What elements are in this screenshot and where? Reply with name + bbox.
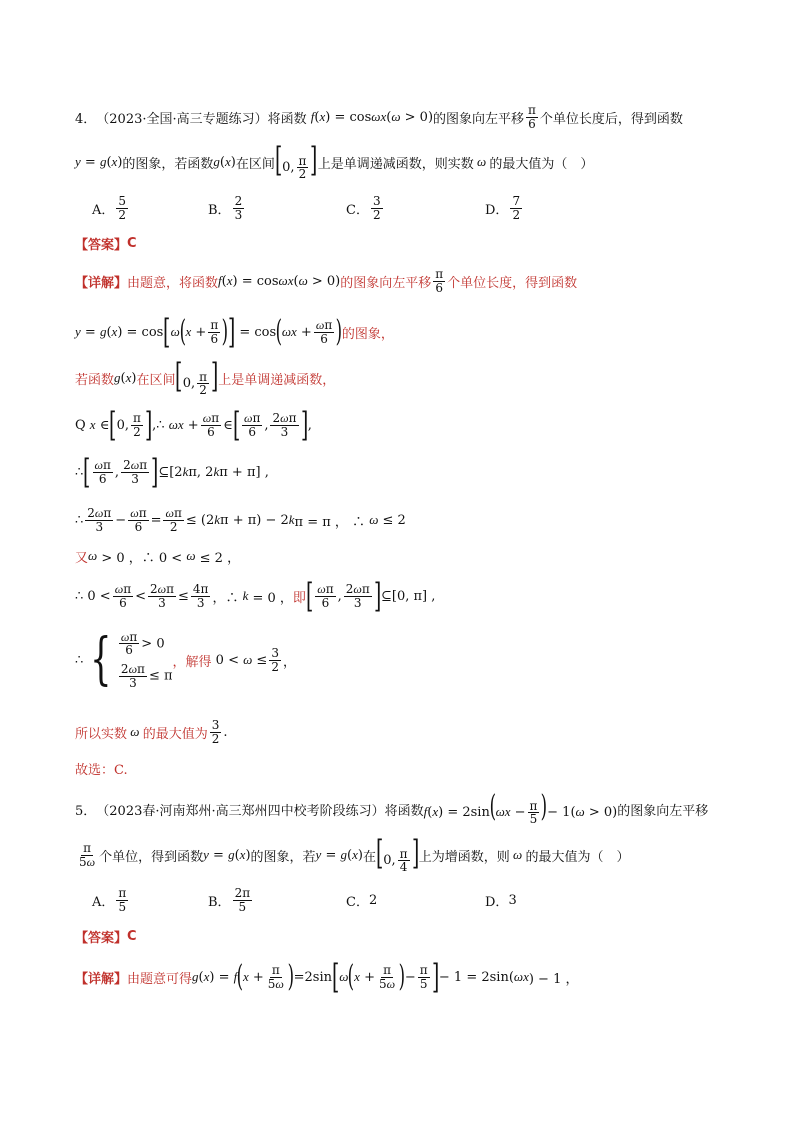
- q5-stem-text: 上为增函数，则: [418, 849, 510, 865]
- detail-text: 又: [75, 550, 89, 566]
- q5-stem-text: 将函数: [384, 803, 424, 819]
- detail-text: 的图象，: [341, 326, 394, 342]
- q4-g-inline: g(x): [213, 154, 236, 170]
- option-value: [510, 195, 522, 221]
- option-num: 2: [234, 193, 243, 208]
- q4-detail-line-1: [75, 264, 734, 298]
- q4-option-c[interactable]: [346, 190, 385, 226]
- q4-detail-line-9: ∴ { $\frac{\omega\pi}{6}$ > 0 $\frac{2\omega\pi}{3}$ ≤ π ，解得 0 < ω ≤ 3 2 ，: [75, 627, 296, 692]
- answer-value: C: [127, 235, 137, 251]
- q4-detail-line-7: 又 ω > 0 ，∴ 0 < ω ≤ 2 ，: [75, 548, 241, 566]
- q5-stem-text: 的图象，若: [250, 849, 316, 865]
- option-value: [116, 195, 128, 221]
- q4-stem-text: 个单位长度后，得到函数: [539, 111, 683, 127]
- option-label: D．: [485, 202, 509, 218]
- q4-detail-line-8: ∴ 0 < ωπ 6 < 2ωπ 3 ≤ 4π 3 ，∴ k = 0 ， 即 [ ωπ 6 , 2ωπ 3 ] ⊆[0, π] ,: [75, 576, 436, 616]
- q4-detail-line-6: ∴ 2ωπ 3 − ωπ 6 = ωπ 2 ≤ (2 k π + π) − 2 k π = π ， ∴ ω ≤ 2: [75, 505, 406, 534]
- detail-math: f(x) = cosωx(ω > 0): [218, 273, 341, 289]
- option-den: 2: [512, 207, 521, 222]
- q4-option-a[interactable]: [92, 190, 130, 226]
- q5-answer: [75, 926, 734, 946]
- detail-text: 若函数: [75, 372, 115, 388]
- detail-tag: 【详解】: [75, 971, 128, 987]
- detail-text: 由题意可得: [127, 971, 193, 987]
- detail-text: 由题意，将函数: [127, 275, 219, 291]
- q4-detail-line-3: 若函数 g(x) 在区间 [0, $\frac{\pi}{2}$ ] 上是单调递减函数，: [75, 356, 336, 398]
- option-num: 3: [372, 193, 381, 208]
- q5-option-b[interactable]: [208, 882, 254, 918]
- q4-detail-line-4: Q x ∈ [ 0, π 2 ] ,∴ ωx + ωπ 6 ∈ [ ωπ 6 , 2ωπ 3 ] ,: [75, 405, 312, 445]
- option-den: 2: [118, 207, 127, 222]
- q4-detail-line-2: y = g ( x ) = cos [ ω ( x + π 6 ) ] = cos ( ωx + ωπ 6 ) 的图象，: [75, 312, 394, 352]
- q4-number: 4．: [75, 111, 97, 127]
- q4-conclusion: [75, 758, 734, 778]
- option-value: 2π 5: [234, 885, 251, 914]
- q4-option-b[interactable]: [208, 190, 246, 226]
- conclusion-text: 故选：C.: [75, 762, 128, 778]
- option-value: 3: [508, 892, 517, 908]
- answer-tag: 【答案】: [75, 237, 128, 253]
- q5-detail-line-1: 【详解】 由题意可得 g ( x ) = f ( x + π 5ω ) =2sin [ ω ( x + π 5ω ) − π 5 ] − 1 = 2sin( ωx ) − 1 ，: [75, 957, 579, 997]
- q5-stem-text: 个单位，得到函数: [99, 849, 204, 865]
- q4-source: （2023·全国·高三专题练习）: [96, 111, 268, 127]
- option-label: C．: [346, 894, 369, 910]
- option-num: 7: [512, 193, 521, 208]
- detail-tag: 【详解】: [75, 275, 128, 291]
- q4-g-expr: y = g(x): [75, 154, 123, 170]
- q4-interval: [0, $\frac{\pi}{2}$ ]: [274, 140, 318, 182]
- q5-function-expr: f(x) = 2sin(ωx − $\frac{\pi}{5}$ )− 1(ω > 0): [423, 789, 618, 827]
- q4-stem-line-1: [75, 100, 734, 134]
- option-value: [233, 195, 245, 221]
- q5-option-c[interactable]: [346, 882, 377, 918]
- q4-stem-text: 的图象向左平移: [433, 111, 525, 127]
- detail-text: 所以实数: [75, 726, 128, 742]
- option-value: 2: [368, 892, 378, 908]
- option-den: 3: [234, 207, 243, 222]
- q5-shift-fraction: π 5ω: [79, 840, 96, 869]
- q4-stem-text: 的图象，若函数: [122, 156, 214, 172]
- detail-text: 在区间: [136, 372, 176, 388]
- option-value: π 5: [118, 885, 127, 914]
- q4-stem-line-2: y = g(x) 的图象，若函数 g(x) 在区间 [0, $\frac{\pi}{2}$ ] 上是单调递减函数，则实数 ω 的最大值为（ ）: [75, 140, 594, 182]
- detail-text: 上是单调递减函数，: [218, 372, 336, 388]
- q4-answer: [75, 233, 734, 253]
- q5-option-d[interactable]: [485, 882, 517, 918]
- option-label: B．: [208, 894, 231, 910]
- option-label: B．: [208, 202, 231, 218]
- detail-text: 的最大值为: [142, 726, 208, 742]
- q5-number: 5．: [75, 803, 97, 819]
- option-den: 2: [372, 207, 381, 222]
- q5-stem-line-1: [75, 790, 734, 828]
- q4-shift-fraction: π 6: [528, 102, 536, 131]
- q4-detail-line-5: ∴ [ ωπ 6 , 2ωπ 3 ] ⊆[2 k π, 2 k π + π] ,: [75, 452, 269, 492]
- option-num: 5: [118, 193, 127, 208]
- detail-text: ，解得: [172, 654, 212, 670]
- q5-stem-text: 的最大值为（ ）: [525, 849, 630, 865]
- q4-stem-text: 在区间: [235, 156, 275, 172]
- q4-stem-text: 将函数: [267, 111, 307, 127]
- option-value: [371, 195, 383, 221]
- option-label: D．: [485, 894, 509, 910]
- q5-stem-text: 的图象向左平移: [617, 803, 709, 819]
- detail-fraction: π 6: [435, 266, 444, 295]
- q5-stem-line-2: π 5ω 个单位，得到函数 y = g(x) 的图象，若 y = g(x) 在 [0, $\frac{\pi}{4}$ ] 上为增函数，则 ω 的最大值为（ ）: [79, 833, 630, 875]
- detail-text: 个单位长度，得到函数: [447, 275, 578, 291]
- q4-detail-line-10: 所以实数 ω 的最大值为 3 2 .: [75, 717, 228, 746]
- q4-stem-text: 上是单调递减函数，则实数: [317, 156, 474, 172]
- q4-option-d[interactable]: [485, 190, 524, 226]
- option-label: A．: [92, 894, 115, 910]
- detail-text: 的图象向左平移: [340, 275, 432, 291]
- option-label: A．: [92, 202, 115, 218]
- answer-tag: 【答案】: [75, 930, 128, 946]
- q5-stem-text: 在: [362, 849, 376, 865]
- q4-stem-text: 的最大值为（ ）: [489, 156, 594, 172]
- q5-source: （2023春·河南郑州·高三郑州四中校考阶段练习）: [96, 803, 385, 819]
- answer-value: C: [127, 928, 137, 944]
- q5-option-a[interactable]: [92, 882, 130, 918]
- option-label: C．: [346, 202, 369, 218]
- detail-text: 即: [292, 590, 306, 606]
- q4-function-expr: f(x) = cosωx(ω > 0): [310, 109, 434, 125]
